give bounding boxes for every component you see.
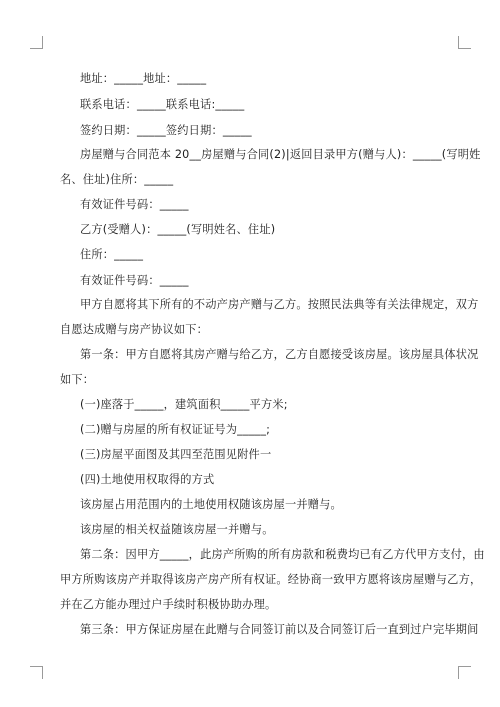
article-1-item-3: (三)房屋平面图及其四至范围见附件一 [80, 448, 272, 461]
article-2-line-1: 第二条：因甲方_____，此房产所购的所有房款和税费均已有乙方代甲方支付，由 [80, 548, 485, 561]
donee-id-line: 有效证件号码：_____ [80, 274, 189, 287]
article-1-item-2: (二)赠与房屋的所有权证证号为_____; [80, 423, 271, 436]
article-1-line-1: 第一条：甲方自愿将其房产赠与给乙方，乙方自愿接受该房屋。该房屋具体状况 [80, 348, 479, 361]
crop-mark-bottom-left [30, 666, 43, 679]
land-use-right-line: 该房屋占用范围内的土地使用权随该房屋一并赠与。 [80, 498, 342, 511]
donee-residence-line: 住所：_____ [80, 248, 144, 261]
donor-address-line: 名、住址)住所：_____ [60, 173, 174, 186]
intro-paragraph-line-1: 甲方自愿将其下所有的不动产房产赠与乙方。按照民法典等有关法律规定，双方 [80, 298, 479, 311]
party-address-line: 地址：_____地址：_____ [80, 72, 207, 85]
crop-mark-top-right [458, 36, 471, 49]
contract-title-line: 房屋赠与合同范本 20__房屋赠与合同(2)|返回目录甲方(赠与人)：_____(写明姓 [80, 148, 481, 161]
crop-mark-top-left [30, 36, 43, 49]
article-1-item-4: (四)土地使用权取得的方式 [80, 473, 215, 486]
signing-date-line: 签约日期：_____签约日期：_____ [80, 124, 252, 137]
article-2-line-2: 甲方所购该房产并取得该房产房产所有权证。经协商一致甲方愿将该房屋赠与乙方， [60, 573, 482, 586]
article-1-item-1: (一)座落于_____，建筑面积_____平方米; [80, 398, 288, 411]
related-rights-line: 该房屋的相关权益随该房屋一并赠与。 [80, 523, 274, 536]
article-2-line-3: 并在乙方能办理过户手续时积极协助办理。 [60, 598, 277, 611]
donee-line: 乙方(受赠人)：_____(写明姓名、住址) [80, 223, 276, 236]
donor-id-line: 有效证件号码：_____ [80, 198, 189, 211]
party-phone-line: 联系电话：_____联系电话:_____ [80, 98, 245, 111]
article-1-line-2: 如下： [60, 373, 95, 386]
intro-paragraph-line-2: 自愿达成赠与房产协议如下： [60, 323, 209, 336]
crop-mark-bottom-right [458, 666, 471, 679]
article-3-line-1: 第三条：甲方保证房屋在此赠与合同签订前以及合同签订后一直到过户完毕期间 [80, 623, 479, 636]
